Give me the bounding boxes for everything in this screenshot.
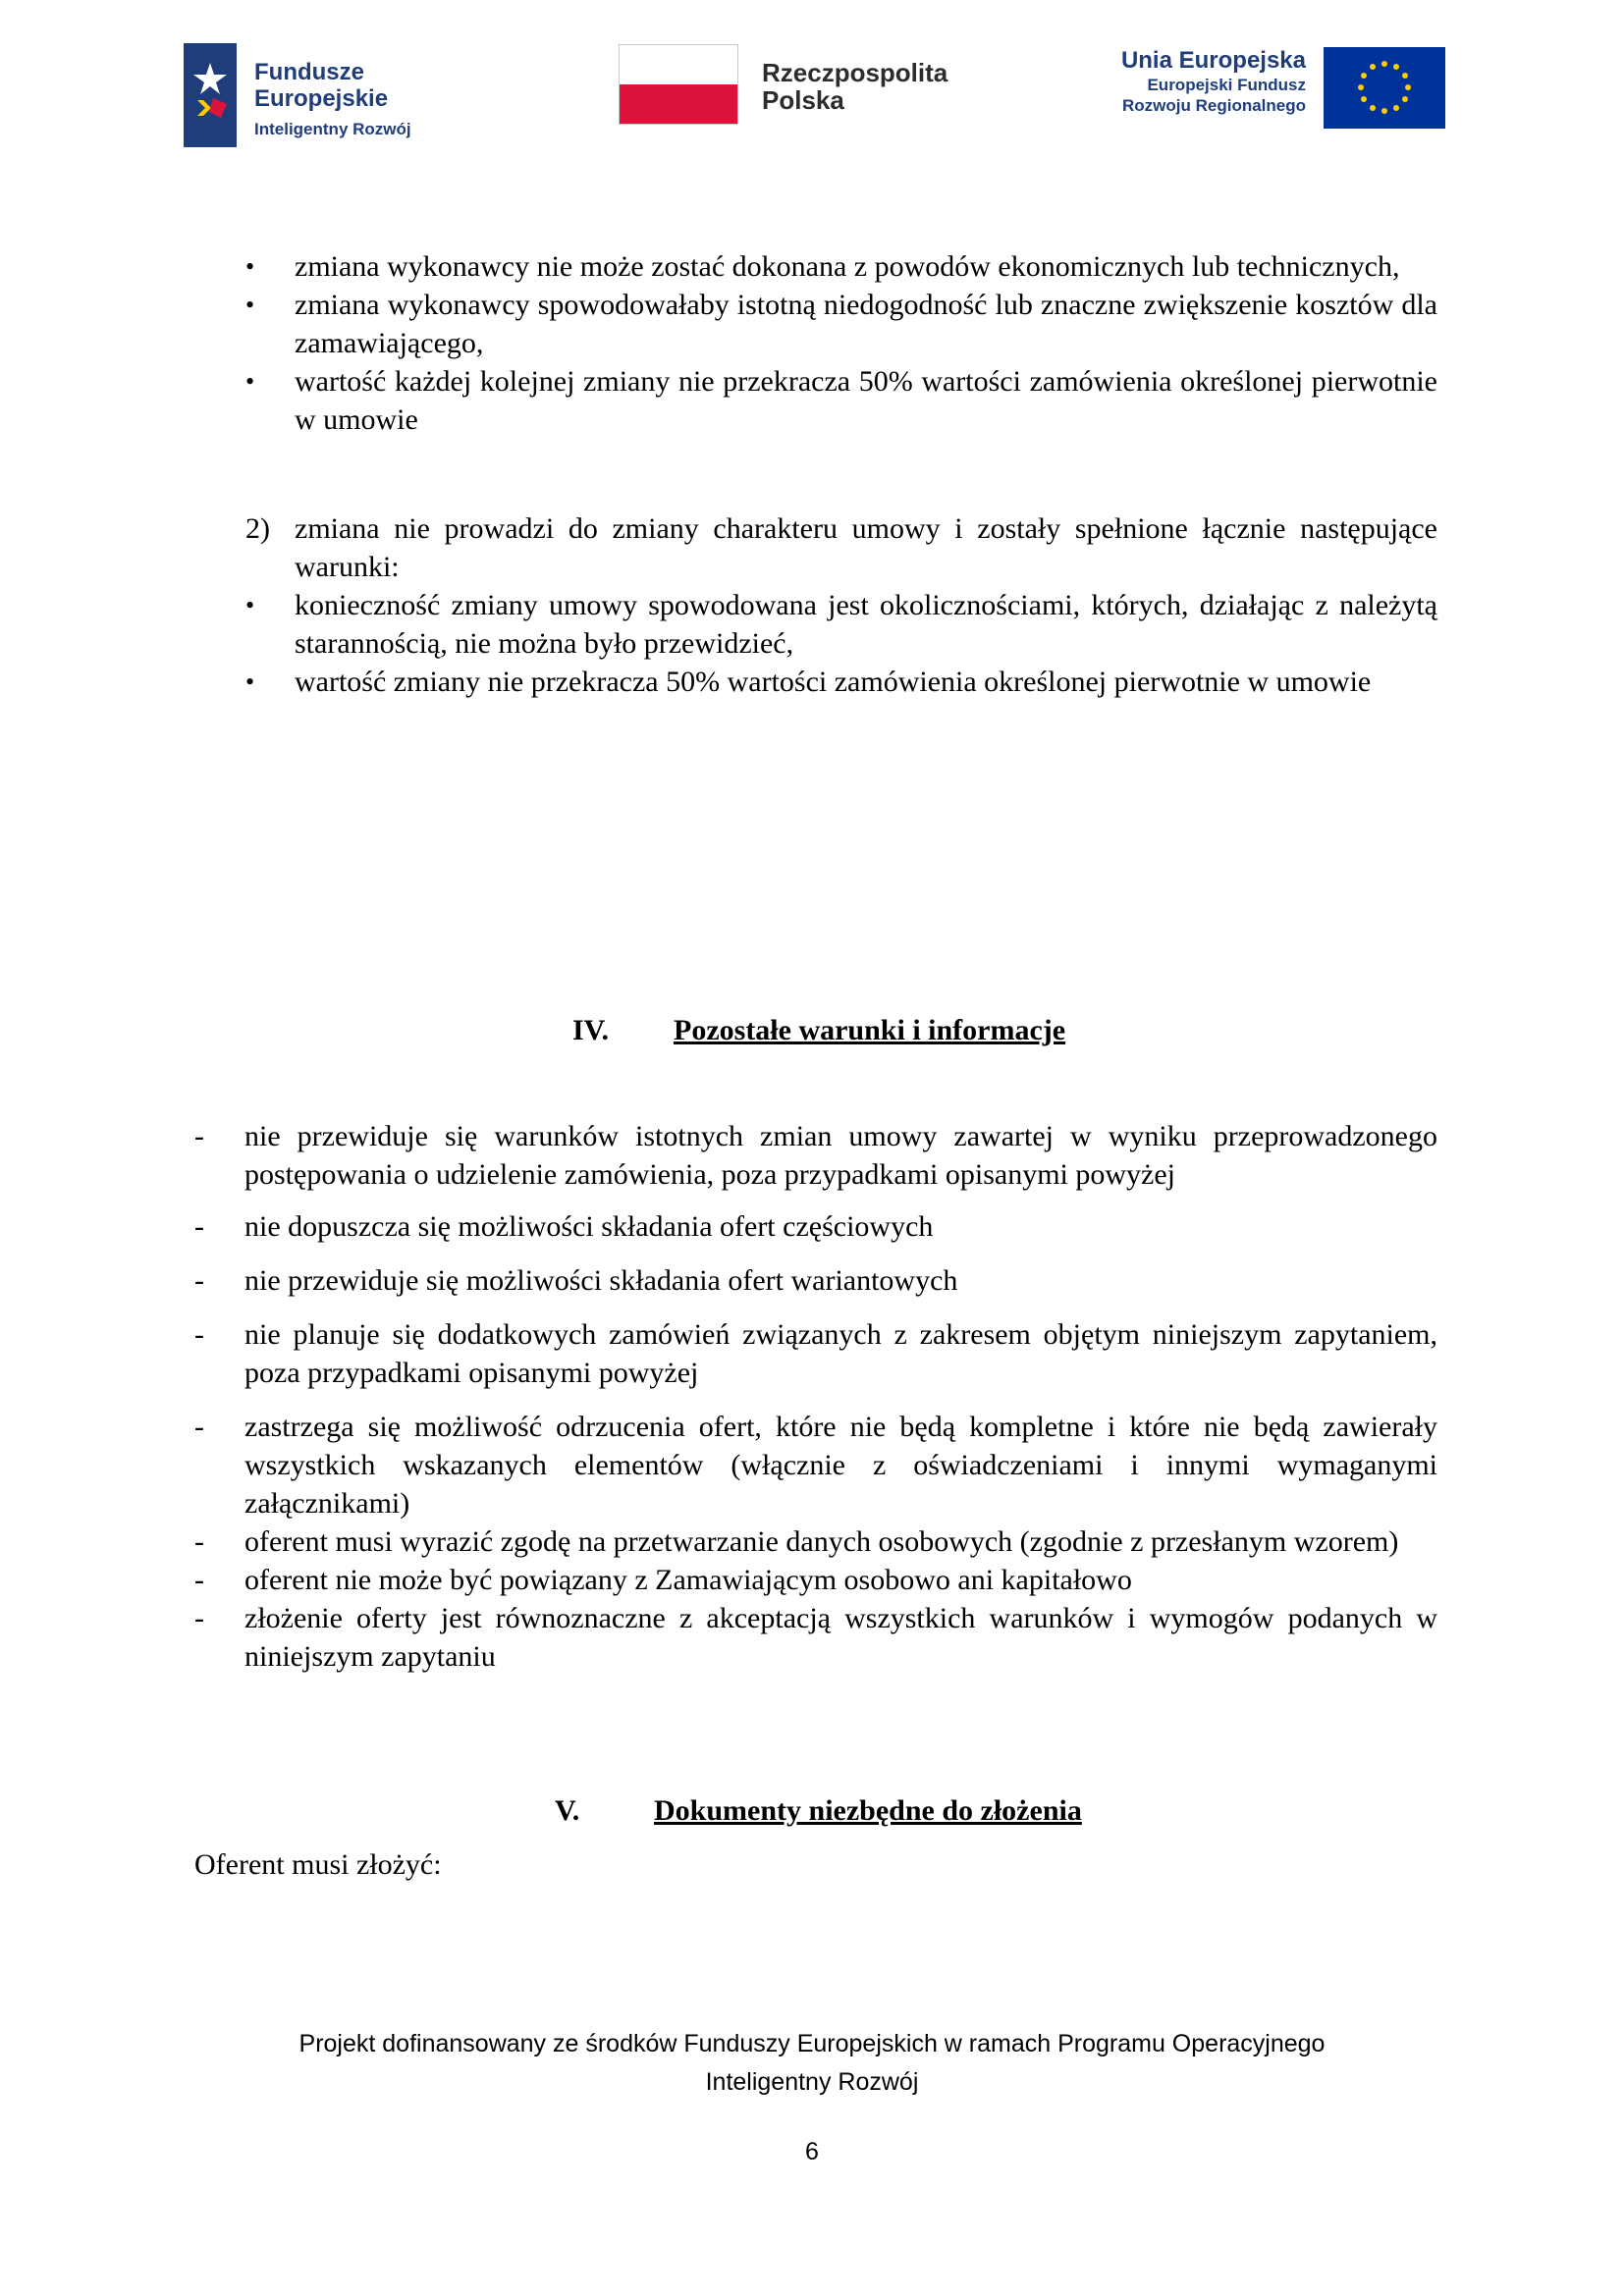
section-iv-list bbox=[194, 1117, 1437, 1676]
numbered-item-2 bbox=[194, 509, 1437, 586]
list-text: zastrzega się możliwość odrzucenia ofert, które nie będą kompletne i które nie będą zawierały wszystkich wskazanych elementów (włącznie z oświadczeniami i innymi wymaganymi załącznikami) bbox=[244, 1411, 1437, 1520]
conditions-block bbox=[194, 247, 1437, 701]
list-item bbox=[194, 247, 1437, 286]
section-v-intro: Oferent musi złożyć: bbox=[194, 1848, 442, 1881]
eu-logo-sub2: Rozwoju Regionalnego bbox=[1122, 96, 1306, 115]
bullet-list-a bbox=[194, 247, 1437, 439]
page-number: 6 bbox=[805, 2138, 819, 2165]
eu-logo-sub1: Europejski Fundusz bbox=[1147, 76, 1306, 94]
fe-logo-line1: Fundusze bbox=[254, 59, 364, 85]
dash-marker: - bbox=[194, 1411, 204, 1443]
list-item bbox=[194, 1599, 1437, 1676]
bullet-icon: • bbox=[245, 291, 255, 319]
list-text: nie przewiduje się możliwości składania ofert wariantowych bbox=[244, 1264, 958, 1297]
list-item bbox=[194, 1522, 1437, 1561]
fe-stars-icon bbox=[184, 43, 237, 147]
list-text: nie dopuszcza się możliwości składania ofert częściowych bbox=[244, 1210, 934, 1243]
section-v-title: Dokumenty niezbędne do złożenia bbox=[654, 1794, 1082, 1827]
list-text: oferent musi wyrazić zgodę na przetwarzanie danych osobowych (zgodnie z przesłanym wzorem) bbox=[244, 1525, 1399, 1558]
rp-logo-line1: Rzeczpospolita bbox=[762, 58, 948, 87]
list-text: nie planuje się dodatkowych zamówień związanych z zakresem objętym niniejszym zapytaniem, poza przypadkami opisanymi powyżej bbox=[244, 1318, 1437, 1389]
rp-logo-text bbox=[762, 59, 947, 114]
dash-marker: - bbox=[194, 1525, 204, 1558]
section-iv-title: Pozostałe warunki i informacje bbox=[674, 1014, 1066, 1046]
dash-marker: - bbox=[194, 1210, 204, 1243]
list-item bbox=[194, 1315, 1437, 1392]
bullet-text: zmiana wykonawcy spowodowałaby istotną niedogodność lub znaczne zwiększenie kosztów dla zamawiającego, bbox=[295, 289, 1437, 359]
bullet-text: wartość zmiany nie przekracza 50% wartości zamówienia określonej pierwotnie w umowie bbox=[295, 666, 1372, 698]
eu-flag-icon bbox=[1324, 47, 1445, 129]
dash-marker: - bbox=[194, 1318, 204, 1351]
bullet-icon: • bbox=[245, 591, 255, 619]
list-item bbox=[194, 1261, 1437, 1300]
list-item bbox=[194, 362, 1437, 439]
bullet-icon: • bbox=[245, 667, 255, 696]
bullet-list-b bbox=[194, 586, 1437, 701]
page-footer bbox=[0, 2025, 1624, 2102]
dash-marker: - bbox=[194, 1564, 204, 1596]
dash-marker: - bbox=[194, 1264, 204, 1297]
bullet-text: konieczność zmiany umowy spowodowana jest okolicznościami, których, działając z należytą starannością, nie można było przewidzieć, bbox=[295, 589, 1437, 660]
footer-line1: Projekt dofinansowany ze środków Funduszy Europejskich w ramach Programu Operacyjnego bbox=[298, 2030, 1326, 2057]
list-text: złożenie oferty jest równoznaczne z akceptacją wszystkich warunków i wymogów podanych w niniejszym zapytaniu bbox=[244, 1602, 1437, 1673]
list-item bbox=[194, 286, 1437, 362]
polish-flag-icon bbox=[619, 44, 738, 125]
bullet-text: zmiana wykonawcy nie może zostać dokonana z powodów ekonomicznych lub technicznych, bbox=[295, 250, 1400, 283]
eu-logo-title: Unia Europejska bbox=[1120, 47, 1306, 74]
list-text: nie przewiduje się warunków istotnych zmian umowy zawartej w wyniku przeprowadzonego postępowania o udzielenie zamówienia, poza przypadkami opisanymi powyżej bbox=[244, 1120, 1437, 1191]
list-item bbox=[194, 1408, 1437, 1522]
item-text: zmiana nie prowadzi do zmiany charakteru umowy i zostały spełnione łącznie następujące warunki: bbox=[295, 512, 1437, 583]
bullet-text: wartość każdej kolejnej zmiany nie przekracza 50% wartości zamówienia określonej pierwotnie w umowie bbox=[295, 365, 1437, 436]
fe-logo-line2: Europejskie bbox=[254, 85, 389, 112]
rp-logo-line2: Polska bbox=[762, 85, 844, 115]
list-item bbox=[194, 1207, 1437, 1246]
list-item bbox=[194, 1561, 1437, 1599]
section-iv-number: IV. bbox=[572, 1014, 609, 1046]
fe-logo-sub: Inteligentny Rozwój bbox=[254, 120, 411, 138]
fe-logo-text bbox=[254, 59, 411, 142]
list-text: oferent nie może być powiązany z Zamawiającym osobowo ani kapitałowo bbox=[244, 1564, 1132, 1596]
bullet-icon: • bbox=[245, 252, 255, 281]
list-item bbox=[194, 586, 1437, 663]
footer-line2: Inteligentny Rozwój bbox=[705, 2068, 919, 2096]
item-number: 2) bbox=[245, 512, 270, 545]
dash-marker: - bbox=[194, 1120, 204, 1152]
bullet-icon: • bbox=[245, 367, 255, 396]
dash-marker: - bbox=[194, 1602, 204, 1634]
section-v-number: V. bbox=[555, 1794, 580, 1827]
eu-logo-text bbox=[1090, 47, 1306, 116]
list-item bbox=[194, 1117, 1437, 1194]
list-item bbox=[194, 663, 1437, 701]
